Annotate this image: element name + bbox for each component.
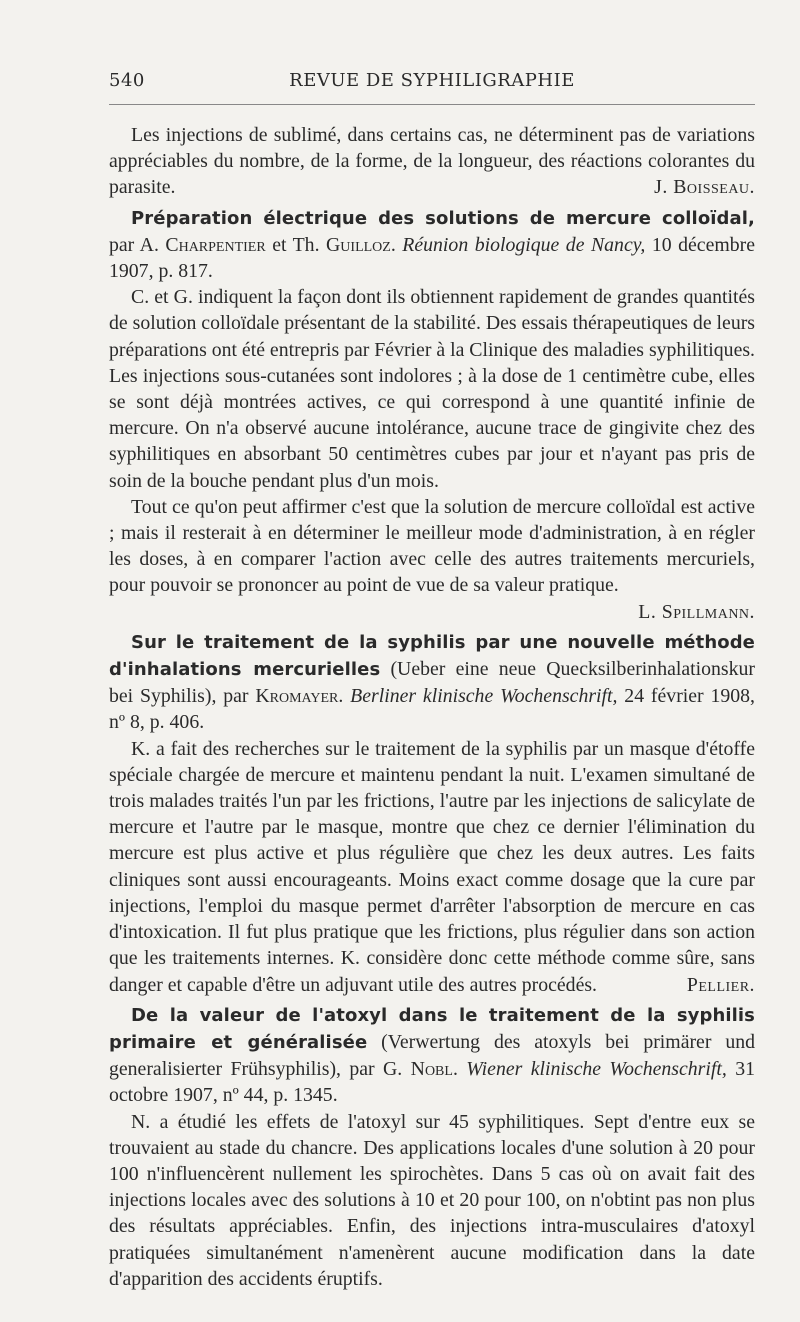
article-2-signature: Pellier. [686, 973, 755, 996]
article-1-title: Préparation électrique des solutions de mercure colloïdal, [131, 207, 755, 229]
article-1-paragraph-1: C. et G. indiquent la façon dont ils obtiennent rapidement de grandes quantités de solution colloïdale présentant de la stabilité. Des essais thérapeutiques de leurs préparations ont été entrepris par Février à la Clinique des maladies syphilitiques. Les injections sous-cutanées sont indolores ; à la dose de 1 centimètre cube, elles se sont déjà montrées actives, ce qui correspond à une quantité infinie de mercure. On n'a observé aucune intolérance, aucune trace de gingivite chez des syphilitiques en absorbant 50 centimètres cubes par jour et n'ayant pas pris de soin de la bouche pendant plus d'un mois. [109, 286, 756, 492]
article-2-title: Sur le traitement de la syphilis par une nouvelle méthode d'inhalations mercurielles [109, 631, 755, 681]
article-1-and: et Th. [265, 233, 327, 256]
article-1-heading [109, 205, 755, 285]
header-rule [109, 104, 755, 105]
article-1-author-2: Guilloz. [326, 233, 396, 256]
article-2-author: Kromayer. [255, 685, 344, 708]
article-3-date: 31 octobre 1907, nº 44, p. 1345. [109, 1058, 755, 1107]
article-1-author-1: Charpentier [165, 233, 266, 256]
article-2-journal: Berliner klinische Wochenschrift, [343, 685, 618, 708]
running-header [109, 70, 755, 104]
article-2-paragraph-1 [109, 736, 755, 998]
article-1-by: par A. [109, 233, 166, 256]
intro-signature: J. Boisseau. [654, 176, 755, 199]
article-1-signature: L. Spillmann. [638, 600, 755, 623]
article-3-author: Nobl. [410, 1058, 458, 1081]
article-1-paragraph-2-text: Tout ce qu'on peut affirmer c'est que la solution de mercure colloïdal est active ; mais il resterait à en déterminer le meilleur mode d'administration, à en régler les doses, à en comparer l'action avec celle des autres traitements mercuriels, pour pouvoir se prononcer au point de vue de sa valeur pratique. [109, 495, 755, 597]
intro-paragraph [109, 122, 755, 201]
article-2-date: 24 février 1908, nº 8, p. 406. [109, 685, 755, 734]
article-3-paragraph-1: N. a étudié les effets de l'atoxyl sur 45 syphilitiques. Sept d'entre eux se trouvaient au stade du chancre. Des applications locales d'une solution à 20 pour 100 n'influencèrent nullement les spirochètes. Dans 5 cas où on avait fait des injections locales avec des solutions à 10 et 20 pour 100, on n'obtint pas non plus des résultats appréciables. Enfin, des injections intra-musculaires d'atoxyl pratiquées simultanément n'amenèrent aucune modification dans la date d'apparition des accidents éruptifs. [109, 1110, 755, 1290]
article-1-date: 10 décembre 1907, p. 817. [109, 233, 755, 283]
article-3-journal: Wiener klinische Wochenschrift, [457, 1058, 727, 1081]
article-2-paragraph-1-text: K. a fait des recherches sur le traitement de la syphilis par un masque d'étoffe spéciale chargée de mercure et maintenu pendant la nuit. L'examen simultané de trois malades traités l'un par les frictions, l'autre par les injections de salicylate de mercure et l'autre par le masque, montre que chez ce dernier l'élimination du mercure est plus active et plus régulière que chez les deux autres. Les faits cliniques sont aussi encourageants. Moins exact comme dosage que la cure par injections, l'emploi du masque permet d'arrêter l'absorption de mercure en cas d'intoxication. Il fut plus pratique que les frictions, plus régulier dans son action que les traitements internes. K. considère donc cette méthode comme sûre, sans danger et capable d'être un adjuvant utile des autres procédés. [109, 737, 755, 996]
article-1-paragraph-2 [109, 494, 755, 625]
article-2-heading [109, 629, 755, 736]
page-body [109, 122, 755, 1292]
article-3-title: De la valeur de l'atoxyl dans le traitement de la syphilis primaire et généralisée [109, 1004, 755, 1053]
page-number: 540 [109, 70, 145, 91]
article-2 [109, 629, 755, 998]
article-1 [109, 205, 755, 625]
article-3-heading [109, 1002, 755, 1109]
article-3-subtitle: (Verwertung des atoxyls bei primärer und generalisierter Frühsyphilis), par G. [109, 1030, 756, 1081]
article-3 [109, 1002, 755, 1292]
article-1-journal: Réunion biologique de Nancy, [395, 233, 646, 256]
intro-text: Les injections de sublimé, dans certains cas, ne déterminent pas de variations appréciables du nombre, de la forme, de la longueur, des réactions colorantes du parasite. [109, 124, 755, 199]
article-2-subtitle: (Ueber eine neue Quecksilberinhalationskur bei Syphilis), par [109, 658, 755, 708]
running-title: REVUE DE SYPHILIGRAPHIE [289, 70, 575, 91]
